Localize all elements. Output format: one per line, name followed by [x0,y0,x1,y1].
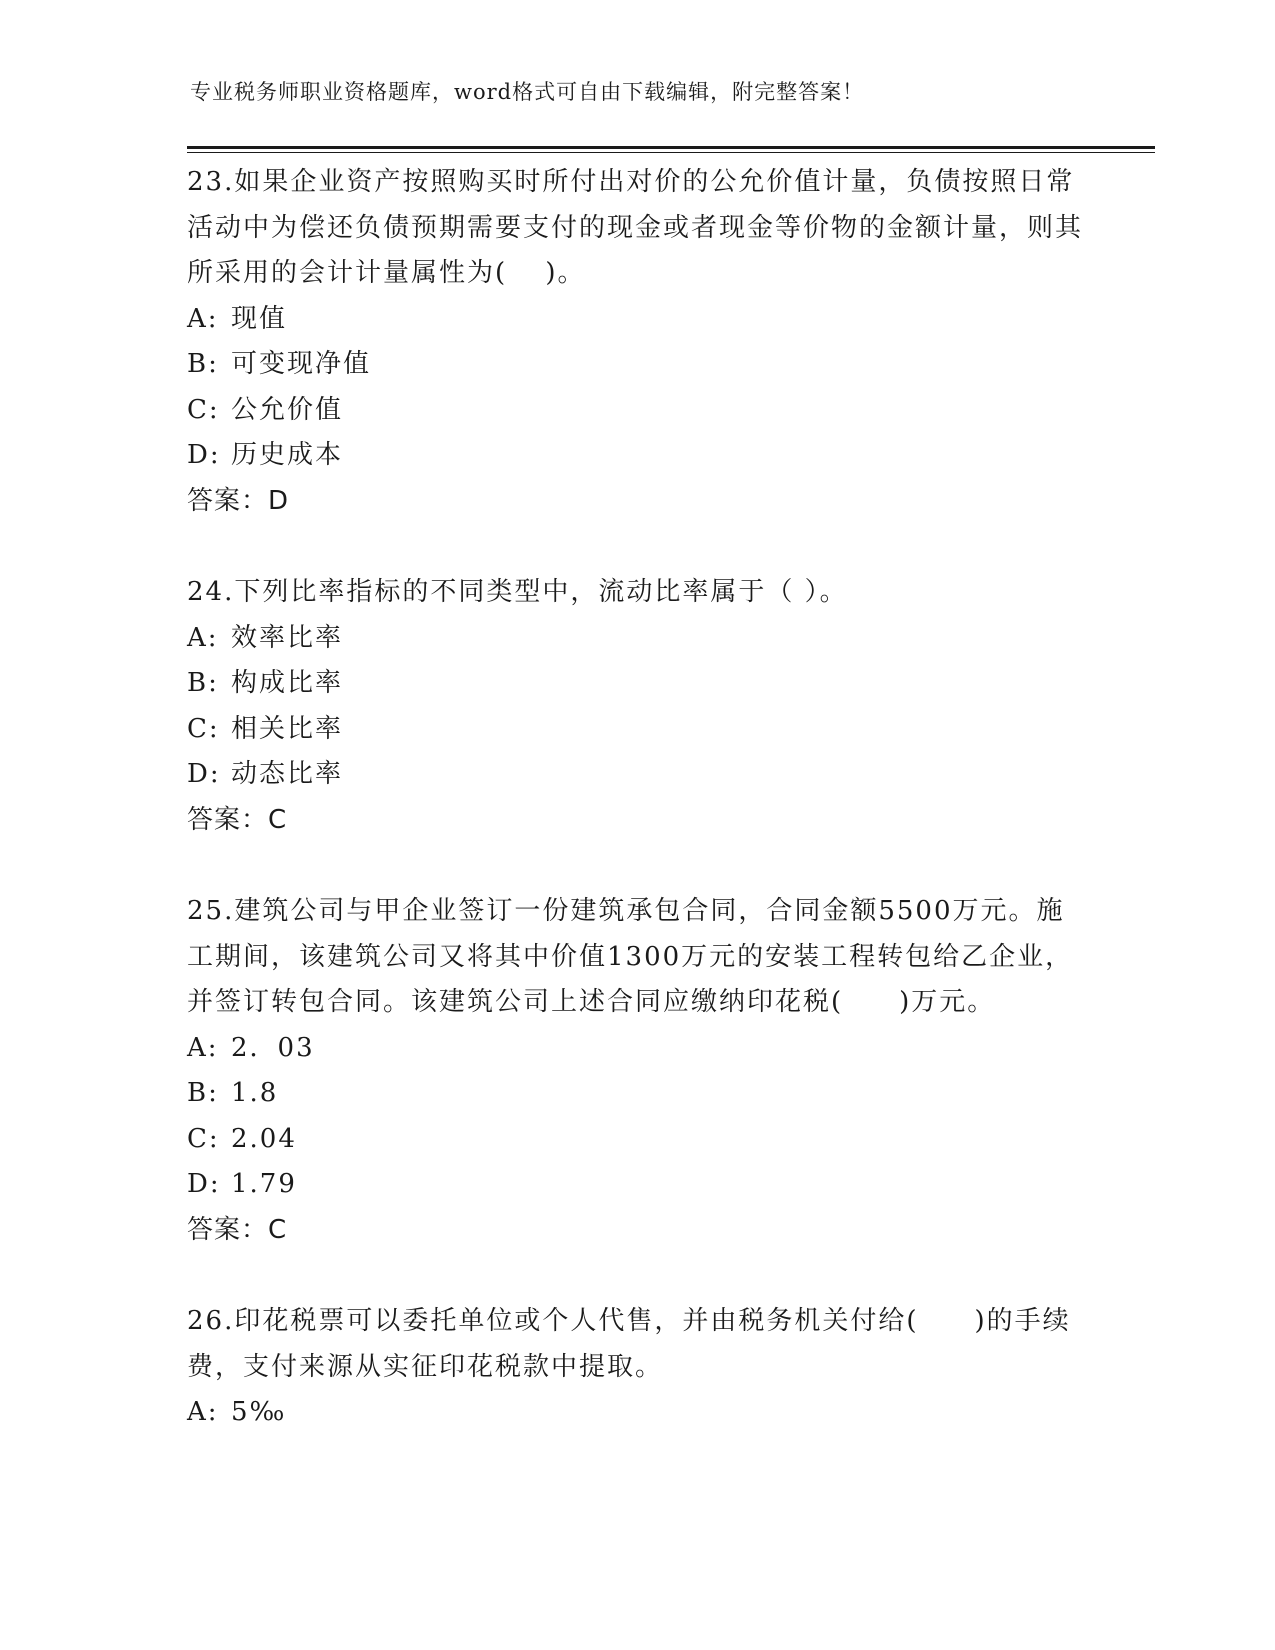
option-text: 1.79 [231,1169,297,1199]
option-letter: B: [187,1078,219,1108]
page-header: 专业税务师职业资格题库，word格式可自由下载编辑，附完整答案！ [190,80,865,104]
option-letter: A: [187,303,219,334]
answer-line: 答案：D [187,485,290,516]
question-26 [187,1299,1087,1436]
option-letter: C: [187,1123,220,1154]
question-24 [187,570,1087,843]
option-d [187,752,1087,798]
option-text: 1.8 [231,1078,279,1108]
option-text: 5‰ [231,1397,287,1427]
header-rule-thin [187,152,1155,153]
option-text: 历史成本 [231,440,344,470]
option-b [187,342,1087,388]
option-letter: D: [187,440,221,470]
question-list [187,160,1087,1482]
option-text: 2.04 [231,1123,297,1154]
question-stem: 23.如果企业资产按照购买时所付出对价的公允价值计量，负债按照日常活动中为偿还负债预期需要支付的现金或者现金等价物的金额计量，则其所采用的会计计量属性为( )。 [187,167,1084,288]
header-rule-thick [187,146,1155,149]
option-letter: D: [187,759,221,789]
option-letter: A: [187,1032,219,1063]
answer-line: 答案：C [187,804,288,835]
option-text: 公允价值 [231,394,344,425]
option-letter: B: [187,668,219,698]
option-letter: B: [187,349,219,379]
option-letter: A: [187,1397,219,1427]
option-text: 效率比率 [231,622,344,653]
option-a [187,297,1087,343]
question-stem: 26.印花税票可以委托单位或个人代售，并由税务机关付给( )的手续费，支付来源从实征印花税款中提取。 [187,1306,1071,1382]
option-a [187,616,1087,662]
option-a [187,1026,1087,1072]
option-letter: C: [187,394,220,425]
option-letter: D: [187,1169,221,1199]
question-stem: 25.建筑公司与甲企业签订一份建筑承包合同，合同金额5500万元。施工期间，该建筑公司又将其中价值1300万元的安装工程转包给乙企业，并签订转包合同。该建筑公司上述合同应缴纳印花税( )万元。 [187,896,1074,1017]
option-text: 现值 [231,303,288,334]
option-c [187,1117,1087,1163]
question-25 [187,889,1087,1253]
option-letter: C: [187,713,220,744]
option-b [187,1071,1087,1117]
option-c [187,707,1087,753]
answer-line: 答案：C [187,1214,288,1245]
option-c [187,388,1087,434]
option-d [187,433,1087,479]
question-stem: 24.下列比率指标的不同类型中，流动比率属于（ ）。 [187,577,848,607]
option-text: 可变现净值 [231,349,372,379]
option-a [187,1390,1087,1436]
option-text: 相关比率 [231,713,344,744]
option-letter: A: [187,622,219,653]
option-text: 2．03 [231,1032,315,1063]
question-23 [187,160,1087,524]
option-b [187,661,1087,707]
option-text: 动态比率 [231,759,344,789]
option-d [187,1162,1087,1208]
option-text: 构成比率 [231,668,344,698]
